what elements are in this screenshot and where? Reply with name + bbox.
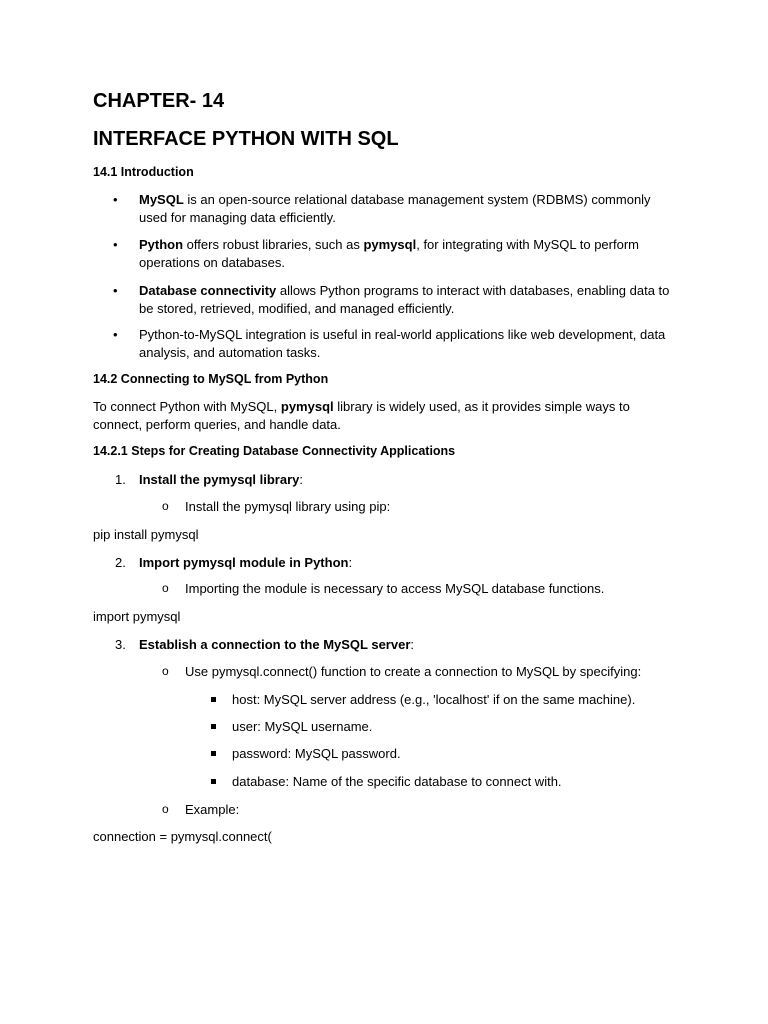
square-bullet-marker <box>211 697 216 702</box>
bullet-bold-text: MySQL <box>139 192 184 207</box>
numbered-step <box>115 554 679 571</box>
sub-list-item <box>162 498 685 515</box>
param-list-item <box>232 773 682 790</box>
paragraph-bold-text: pymysql <box>280 399 334 414</box>
param-list-item <box>232 718 682 735</box>
sub-list-text: Example: <box>185 802 240 817</box>
sub-list-text: Importing the module is necessary to access MySQL database functions. <box>185 581 605 596</box>
section-heading-connecting: 14.2 Connecting to MySQL from Python <box>93 372 329 386</box>
paragraph-text: library is widely used, as it provides simple ways to connect, perform queries, and handle data. <box>93 399 630 432</box>
section-heading-introduction: 14.1 Introduction <box>93 165 194 179</box>
numbered-step <box>115 636 679 653</box>
step-suffix: : <box>348 555 353 570</box>
sub-list-item <box>162 801 685 818</box>
list-item <box>113 191 679 226</box>
circle-marker: o <box>162 802 169 816</box>
list-item <box>113 282 679 317</box>
param-list-item <box>232 691 682 708</box>
list-item <box>113 326 679 361</box>
step-number: 3. <box>115 637 126 652</box>
step-bold-text: Establish a connection to the MySQL server <box>139 637 411 652</box>
param-text: database: Name of the specific database to connect with. <box>232 774 562 789</box>
code-line: import pymysql <box>93 609 181 624</box>
bullet-marker: • <box>113 237 118 252</box>
param-text: password: MySQL password. <box>232 746 401 761</box>
bullet-bold-text: pymysql <box>363 237 417 252</box>
bullet-text: is an open-source relational database management system (RDBMS) commonly used for managing data efficiently. <box>139 192 651 225</box>
param-list-item <box>232 745 682 762</box>
square-bullet-marker <box>211 751 216 756</box>
square-bullet-marker <box>211 724 216 729</box>
step-number: 1. <box>115 472 126 487</box>
step-bold-text: Import pymysql module in Python <box>139 555 349 570</box>
bullet-text: Python-to-MySQL integration is useful in real-world applications like web development, data analysis, and automation tasks. <box>139 327 666 360</box>
code-line: connection = pymysql.connect( <box>93 829 272 844</box>
circle-marker: o <box>162 664 169 678</box>
sub-list-item <box>162 663 685 680</box>
bullet-bold-text: Python <box>139 237 184 252</box>
circle-marker: o <box>162 581 169 595</box>
sub-list-item <box>162 580 685 597</box>
section-heading-steps: 14.2.1 Steps for Creating Database Connectivity Applications <box>93 444 456 458</box>
param-text: user: MySQL username. <box>232 719 373 734</box>
list-item <box>113 236 679 271</box>
step-suffix: : <box>410 637 415 652</box>
numbered-step <box>115 471 679 488</box>
bullet-marker: • <box>113 327 118 342</box>
circle-marker: o <box>162 499 169 513</box>
sub-list-text: Use pymysql.connect() function to create a connection to MySQL by specifying: <box>185 664 642 679</box>
bullet-marker: • <box>113 192 118 207</box>
sub-list-text: Install the pymysql library using pip: <box>185 499 391 514</box>
step-bold-text: Install the pymysql library <box>139 472 300 487</box>
step-number: 2. <box>115 555 126 570</box>
chapter-subtitle: INTERFACE PYTHON WITH SQL <box>93 128 399 150</box>
square-bullet-marker <box>211 779 216 784</box>
bullet-marker: • <box>113 283 118 298</box>
step-suffix: : <box>299 472 304 487</box>
param-text: host: MySQL server address (e.g., 'localhost' if on the same machine). <box>232 692 636 707</box>
paragraph <box>93 398 678 433</box>
bullet-text: , for integrating with MySQL to perform operations on databases. <box>139 237 639 270</box>
bullet-bold-text: Database connectivity <box>139 283 277 298</box>
paragraph-text: To connect Python with MySQL, <box>93 399 281 414</box>
bullet-text: allows Python programs to interact with databases, enabling data to be stored, retrieved, modified, and managed efficiently. <box>139 283 670 316</box>
bullet-text: offers robust libraries, such as <box>183 237 364 252</box>
chapter-title: CHAPTER- 14 <box>93 90 225 112</box>
code-line: pip install pymysql <box>93 527 199 542</box>
